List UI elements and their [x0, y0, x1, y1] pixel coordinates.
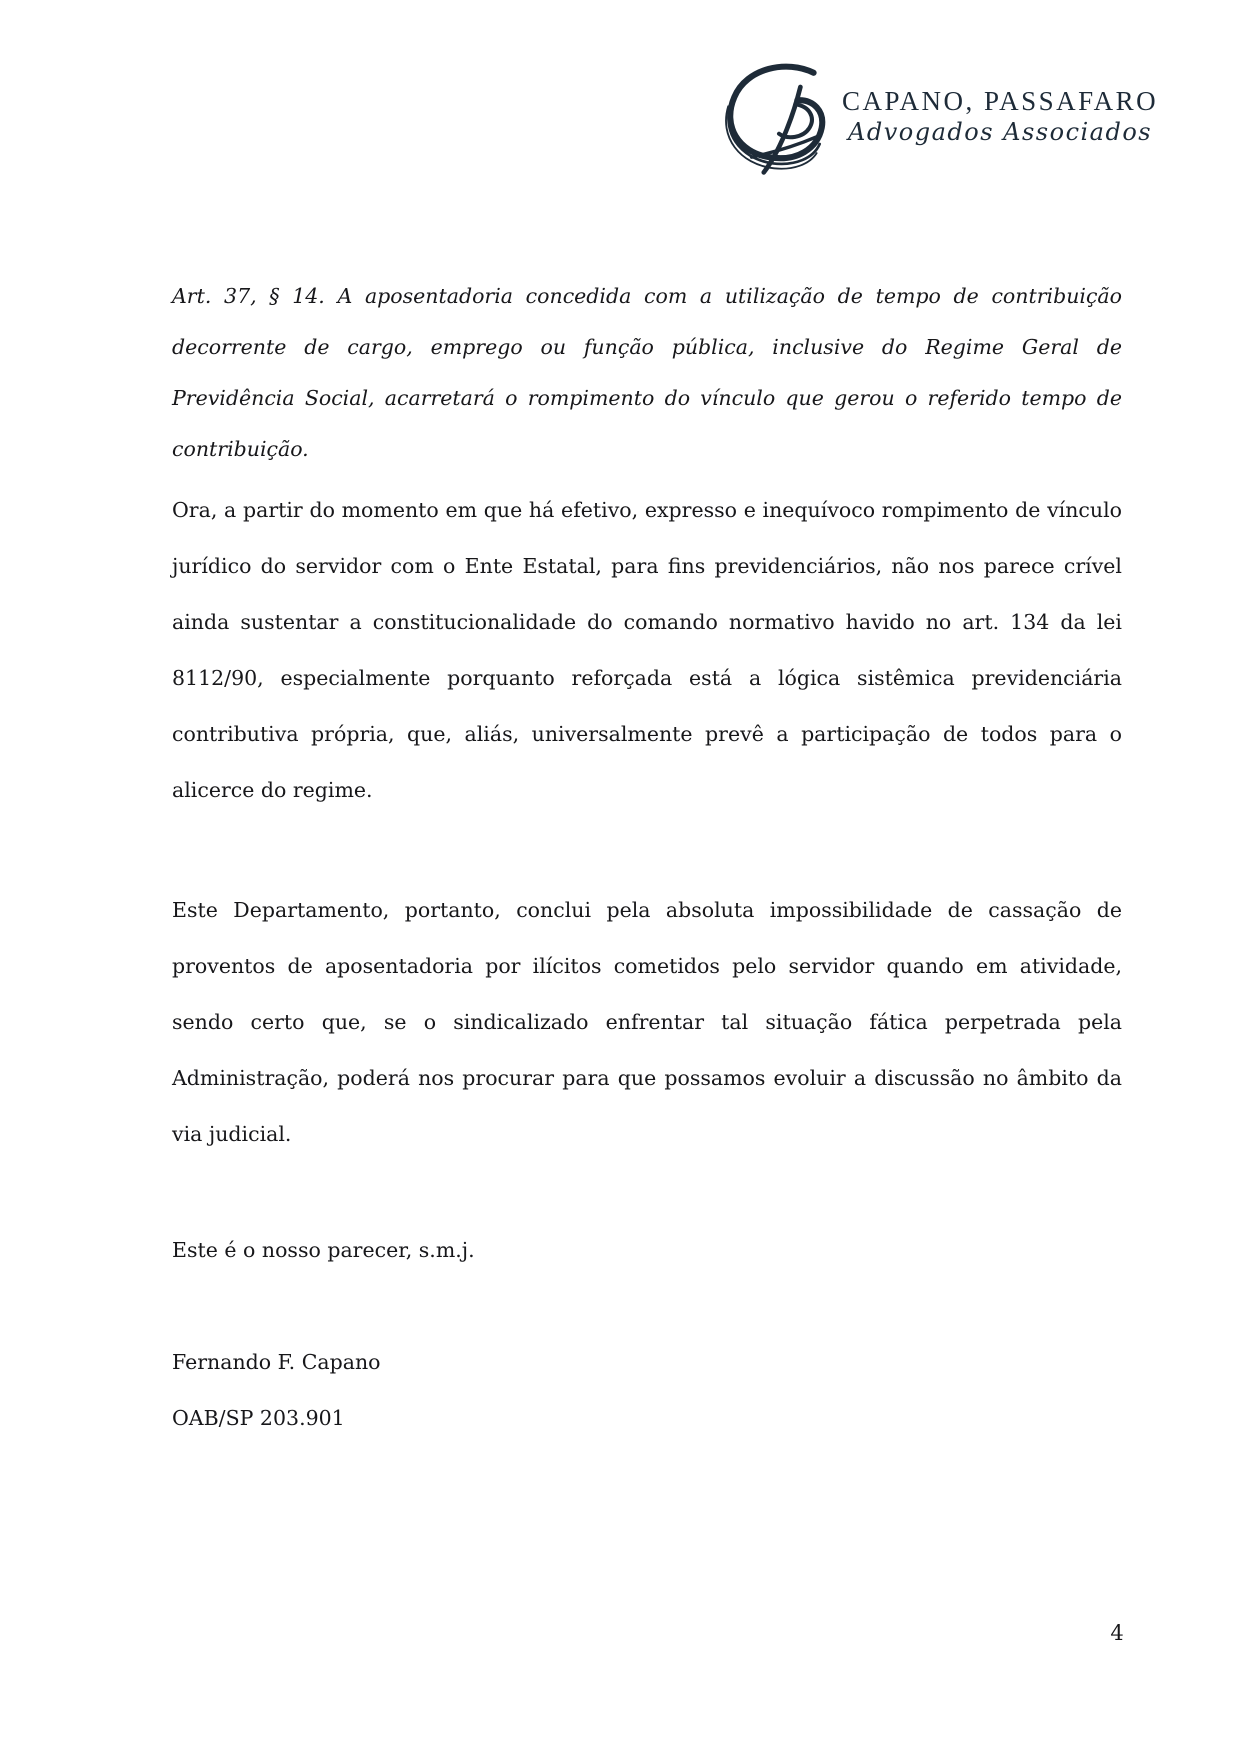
- firm-subtitle: Advogados Associados: [848, 118, 1153, 146]
- signature-oab-number: OAB/SP 203.901: [172, 1406, 345, 1430]
- firm-logo-text: [842, 58, 1158, 146]
- body-paragraph-1: Ora, a partir do momento em que há efetivo, expresso e inequívoco rompimento de vínculo jurídico do servidor com o Ente Estatal, para fins previdenciários, não nos parece crível ainda sustentar a constitucionalidade do comando normativo havido no art. 134 da lei 8112/90, especialmente porquanto reforçada está a lógica sistêmica previdenciária contributiva própria, que, aliás, universalmente prevê a participação de todos para o alicerce do regime.: [172, 498, 1122, 802]
- page-number: 4: [1110, 1621, 1124, 1645]
- firm-monogram-icon: [716, 58, 838, 176]
- signature-block: [172, 1334, 381, 1446]
- closing-paragraph: Este é o nosso parecer, s.m.j.: [172, 1238, 475, 1262]
- firm-name: CAPANO, PASSAFARO: [842, 86, 1159, 116]
- legal-quote-paragraph: Art. 37, § 14. A aposentadoria concedida com a utilização de tempo de contribuição decorrente de cargo, emprego ou função pública, inclusive do Regime Geral de Previdência Social, acarretará o rompimento do vínculo que gerou o referido tempo de contribuição.: [172, 284, 1122, 461]
- letterhead: [716, 58, 1158, 176]
- signature-name: Fernando F. Capano: [172, 1350, 381, 1374]
- body-paragraph-2: Este Departamento, portanto, conclui pela absoluta impossibilidade de cassação de proventos de aposentadoria por ilícitos cometidos pelo servidor quando em atividade, sendo certo que, se o sindicalizado enfrentar tal situação fática perpetrada pela Administração, poderá nos procurar para que possamos evoluir a discussão no âmbito da via judicial.: [172, 898, 1122, 1146]
